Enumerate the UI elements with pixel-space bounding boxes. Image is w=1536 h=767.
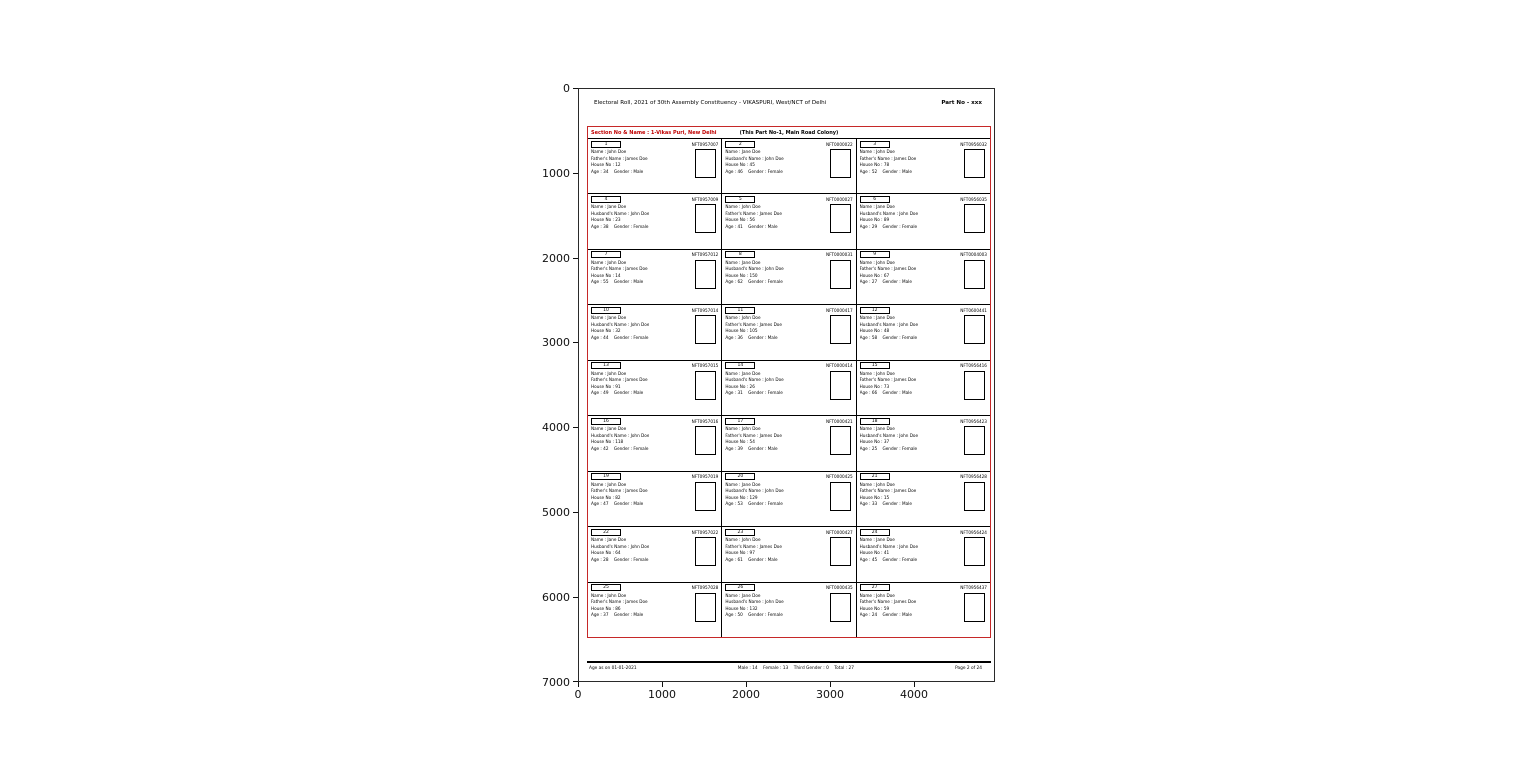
epic-number: NFT0957014 — [691, 307, 719, 313]
epic-number: NFT0000427 — [825, 529, 853, 535]
age-gender-line: Age : 29 Gender : Female — [859, 223, 918, 229]
epic-number: NFT0004003 — [960, 252, 987, 258]
photo-placeholder — [695, 482, 716, 511]
photo-placeholder — [964, 537, 985, 566]
document-footer — [589, 666, 982, 671]
epic-number: NFT0957007 — [691, 141, 719, 147]
relation-line: Husband's Name : John Doe — [859, 543, 919, 549]
epic-number: NFT0957009 — [691, 196, 719, 202]
photo-placeholder — [964, 260, 985, 289]
age-gender-line: Age : 46 Gender : Female — [725, 168, 783, 174]
house-line: House No : 129 — [725, 494, 758, 500]
photo-placeholder — [695, 371, 716, 400]
y-tick-label: 6000 — [542, 591, 570, 604]
serial-number: 1 — [591, 141, 621, 148]
epic-number: NFT0957019 — [691, 474, 719, 480]
voter-cell — [588, 361, 721, 415]
house-line: House No : 12 — [591, 162, 621, 167]
relation-line: Husband's Name : John Doe — [591, 321, 650, 327]
age-gender-line: Age : 52 Gender : Male — [859, 168, 912, 174]
name-line: Name : John Doe — [725, 537, 761, 543]
photo-placeholder — [964, 482, 985, 511]
relation-line: Father's Name : James Doe — [591, 599, 648, 604]
epic-number: NFT0000414 — [825, 363, 853, 369]
age-gender-line: Age : 61 Gender : Male — [725, 556, 778, 562]
age-gender-line: Age : 37 Gender : Male — [591, 612, 644, 617]
photo-placeholder — [830, 482, 851, 511]
house-line: House No : 26 — [725, 383, 755, 389]
age-gender-line: Age : 53 Gender : Female — [725, 501, 783, 507]
x-tick-label: 2000 — [732, 688, 760, 701]
voter-row — [588, 193, 990, 248]
section-header — [588, 127, 990, 139]
relation-line: Father's Name : James Doe — [859, 377, 917, 383]
relation-line: Husband's Name : John Doe — [591, 210, 650, 216]
house-line: House No : 73 — [859, 383, 890, 389]
photo-placeholder — [695, 593, 716, 622]
voter-cell — [588, 139, 721, 193]
epic-number: NFT0957028 — [691, 585, 719, 590]
house-line: House No : 45 — [725, 162, 755, 167]
voter-cell — [721, 305, 855, 359]
relation-line: Husband's Name : John Doe — [725, 377, 784, 383]
voter-cell — [588, 583, 721, 637]
x-tick-mark — [914, 682, 915, 687]
name-line: Name : Jane Doe — [725, 259, 761, 265]
y-tick-label: 7000 — [542, 676, 570, 689]
house-line: House No : 118 — [591, 439, 624, 445]
serial-number: 5 — [725, 196, 755, 203]
age-gender-line: Age : 33 Gender : Male — [859, 501, 912, 507]
photo-placeholder — [964, 593, 985, 622]
age-gender-line: Age : 44 Gender : Female — [591, 334, 649, 340]
epic-number: NFT0956423 — [960, 418, 987, 424]
photo-placeholder — [830, 315, 851, 344]
voter-row — [588, 249, 990, 304]
relation-line: Husband's Name : John Doe — [591, 432, 650, 438]
photo-placeholder — [695, 315, 716, 344]
section-label: Section No & Name : 1-Vikas Puri, New Delhi — [588, 130, 717, 136]
relation-line: Father's Name : James Doe — [591, 377, 648, 383]
house-line: House No : 59 — [859, 605, 890, 611]
photo-placeholder — [964, 315, 985, 344]
relation-line: Husband's Name : John Doe — [725, 599, 784, 604]
document-title: Electoral Roll, 2021 of 30th Assembly Constituency - VIKASPURI, West/NCT of Delhi — [594, 100, 827, 106]
name-line: Name : John Doe — [591, 592, 627, 598]
name-line: Name : Jane Doe — [725, 592, 761, 598]
relation-line: Husband's Name : John Doe — [859, 321, 919, 327]
voter-grid — [588, 139, 990, 637]
voter-cell — [856, 194, 990, 248]
epic-number: NFT0000022 — [825, 141, 853, 147]
footer-left-text: Age as on 01-01-2021 — [589, 666, 637, 671]
voter-cell — [856, 416, 990, 470]
voter-cell — [721, 139, 855, 193]
epic-number: NFT0956032 — [960, 141, 987, 147]
house-line: House No : 150 — [725, 272, 758, 278]
relation-line: Husband's Name : John Doe — [591, 543, 650, 549]
voter-cell — [856, 250, 990, 304]
x-tick-mark — [746, 682, 747, 687]
serial-number: 15 — [860, 362, 890, 369]
house-line: House No : 15 — [859, 494, 890, 500]
name-line: Name : Jane Doe — [591, 537, 627, 543]
relation-line: Father's Name : James Doe — [859, 155, 917, 161]
voter-row — [588, 471, 990, 526]
y-tick-label: 5000 — [542, 506, 570, 519]
name-line: Name : Jane Doe — [591, 426, 627, 432]
house-line: House No : 54 — [725, 439, 755, 445]
name-line: Name : John Doe — [859, 370, 895, 376]
house-line: House No : 91 — [591, 383, 621, 389]
epic-number: NFT0957016 — [691, 418, 719, 424]
name-line: Name : Jane Doe — [725, 370, 761, 376]
age-gender-line: Age : 24 Gender : Male — [859, 612, 912, 617]
name-line: Name : Jane Doe — [591, 315, 627, 321]
name-line: Name : John Doe — [591, 481, 627, 487]
serial-number: 12 — [860, 307, 890, 314]
house-line: House No : 41 — [859, 550, 890, 556]
serial-number: 14 — [725, 362, 755, 369]
voter-cell — [721, 250, 855, 304]
serial-number: 2 — [725, 141, 755, 148]
relation-line: Father's Name : James Doe — [725, 543, 782, 549]
house-line: House No : 23 — [591, 217, 621, 223]
x-tick-label: 0 — [574, 688, 582, 701]
relation-line: Father's Name : James Doe — [725, 432, 782, 438]
epic-number: NFT0957012 — [691, 252, 719, 258]
relation-line: Husband's Name : John Doe — [725, 266, 784, 272]
name-line: Name : Jane Doe — [859, 537, 895, 543]
serial-number: 17 — [725, 418, 755, 425]
y-tick-label: 4000 — [542, 421, 570, 434]
x-tick-mark — [830, 682, 831, 687]
photo-placeholder — [830, 260, 851, 289]
voter-cell — [588, 527, 721, 581]
serial-number: 21 — [860, 473, 890, 480]
serial-number: 18 — [860, 418, 890, 425]
serial-number: 13 — [591, 362, 621, 369]
name-line: Name : Jane Doe — [859, 315, 895, 321]
voter-row — [588, 304, 990, 359]
house-line: House No : 105 — [725, 328, 758, 334]
relation-line: Husband's Name : John Doe — [725, 155, 784, 161]
age-gender-line: Age : 39 Gender : Male — [725, 445, 778, 451]
voter-cell — [856, 472, 990, 526]
voter-row — [588, 415, 990, 470]
house-line: House No : 97 — [725, 550, 755, 556]
x-tick-label: 3000 — [816, 688, 844, 701]
age-gender-line: Age : 41 Gender : Male — [725, 223, 778, 229]
voter-cell — [588, 305, 721, 359]
voter-cell — [856, 583, 990, 637]
voter-cell — [588, 194, 721, 248]
voter-row — [588, 582, 990, 637]
relation-line: Father's Name : James Doe — [725, 210, 782, 216]
relation-line: Father's Name : James Doe — [859, 488, 917, 494]
x-tick-mark — [662, 682, 663, 687]
name-line: Name : John Doe — [591, 370, 627, 376]
age-gender-line: Age : 62 Gender : Female — [725, 279, 783, 285]
name-line: Name : John Doe — [859, 149, 895, 154]
serial-number: 11 — [725, 307, 755, 314]
photo-placeholder — [830, 371, 851, 400]
voter-row — [588, 360, 990, 415]
name-line: Name : Jane Doe — [859, 204, 895, 210]
house-line: House No : 37 — [859, 439, 890, 445]
serial-number: 20 — [725, 473, 755, 480]
epic-number: NFT0000027 — [825, 196, 853, 202]
name-line: Name : Jane Doe — [859, 426, 895, 432]
age-gender-line: Age : 34 Gender : Male — [591, 168, 644, 174]
house-line: House No : 67 — [859, 272, 890, 278]
name-line: Name : John Doe — [725, 426, 761, 432]
voter-cell — [856, 527, 990, 581]
relation-line: Husband's Name : John Doe — [859, 210, 919, 216]
age-gender-line: Age : 55 Gender : Male — [591, 279, 644, 285]
serial-number: 25 — [591, 584, 621, 591]
serial-number: 24 — [860, 529, 890, 536]
house-line: House No : 82 — [591, 494, 621, 500]
age-gender-line: Age : 45 Gender : Female — [859, 556, 918, 562]
age-gender-line: Age : 36 Gender : Male — [725, 334, 778, 340]
photo-placeholder — [964, 149, 985, 178]
voter-cell — [588, 472, 721, 526]
photo-placeholder — [830, 537, 851, 566]
relation-line: Father's Name : James Doe — [859, 266, 917, 272]
part-number: Part No - xxx — [941, 100, 982, 106]
document-header — [594, 100, 982, 106]
y-tick-label: 0 — [563, 82, 570, 95]
serial-number: 16 — [591, 418, 621, 425]
epic-number: NFT0000425 — [825, 474, 853, 480]
house-line: House No : 132 — [725, 605, 758, 611]
epic-number: NFT0000421 — [825, 418, 853, 424]
age-gender-line: Age : 47 Gender : Male — [591, 501, 644, 507]
serial-number: 8 — [725, 251, 755, 258]
relation-line: Father's Name : James Doe — [591, 155, 648, 161]
photo-placeholder — [695, 260, 716, 289]
serial-number: 4 — [591, 196, 621, 203]
age-gender-line: Age : 49 Gender : Male — [591, 390, 644, 396]
photo-placeholder — [964, 371, 985, 400]
age-gender-line: Age : 42 Gender : Female — [591, 445, 649, 451]
serial-number: 10 — [591, 307, 621, 314]
name-line: Name : John Doe — [859, 592, 895, 598]
epic-number: NFT0957015 — [691, 363, 719, 369]
epic-number: NFT0957022 — [691, 529, 719, 535]
serial-number: 7 — [591, 251, 621, 258]
voter-cell — [721, 194, 855, 248]
name-line: Name : Jane Doe — [725, 149, 761, 154]
age-gender-line: Age : 38 Gender : Female — [591, 223, 649, 229]
house-line: House No : 86 — [591, 605, 621, 611]
name-line: Name : Jane Doe — [725, 481, 761, 487]
age-gender-line: Age : 66 Gender : Male — [859, 390, 912, 396]
epic-number: NFT0956416 — [960, 363, 987, 369]
photo-placeholder — [964, 204, 985, 233]
plot-area — [578, 88, 995, 682]
epic-number: NFT0956424 — [960, 529, 987, 535]
voter-cell — [856, 305, 990, 359]
page-number: Page 2 of 24 — [955, 666, 982, 671]
relation-line: Husband's Name : John Doe — [725, 488, 784, 494]
name-line: Name : John Doe — [859, 259, 895, 265]
voter-cell — [856, 139, 990, 193]
voter-cell — [721, 472, 855, 526]
footer-divider — [587, 661, 991, 663]
serial-number: 26 — [725, 584, 755, 591]
age-gender-line: Age : 50 Gender : Female — [725, 612, 783, 617]
photo-placeholder — [695, 204, 716, 233]
voter-cell — [588, 250, 721, 304]
photo-placeholder — [695, 537, 716, 566]
y-tick-label: 1000 — [542, 167, 570, 180]
relation-line: Husband's Name : John Doe — [859, 432, 919, 438]
epic-number: NFT0956035 — [960, 196, 987, 202]
serial-number: 3 — [860, 141, 890, 148]
house-line: House No : 14 — [591, 272, 621, 278]
age-gender-line: Age : 27 Gender : Male — [859, 279, 912, 285]
serial-number: 6 — [860, 196, 890, 203]
photo-placeholder — [830, 426, 851, 455]
photo-placeholder — [964, 426, 985, 455]
relation-line: Father's Name : James Doe — [591, 266, 648, 272]
voter-row — [588, 526, 990, 581]
photo-placeholder — [830, 149, 851, 178]
house-line: House No : 78 — [859, 162, 890, 167]
y-tick-label: 2000 — [542, 252, 570, 265]
house-line: House No : 32 — [591, 328, 621, 334]
house-line: House No : 64 — [591, 550, 621, 556]
y-tick-label: 3000 — [542, 336, 570, 349]
epic-number: NFT0600441 — [960, 307, 987, 313]
photo-placeholder — [830, 204, 851, 233]
name-line: Name : Jane Doe — [591, 204, 627, 210]
relation-line: Father's Name : James Doe — [859, 599, 917, 604]
name-line: Name : John Doe — [591, 259, 627, 265]
voter-cell — [721, 416, 855, 470]
house-line: House No : 89 — [859, 217, 890, 223]
roll-boundary-rect — [587, 126, 991, 638]
epic-number: NFT0000435 — [825, 585, 853, 590]
house-line: House No : 48 — [859, 328, 890, 334]
age-gender-line: Age : 58 Gender : Female — [859, 334, 918, 340]
serial-number: 22 — [591, 529, 621, 536]
epic-number: NFT0000417 — [825, 307, 853, 313]
name-line: Name : John Doe — [725, 204, 761, 210]
section-note: (This Part No-1, Main Road Colony) — [739, 129, 839, 136]
serial-number: 27 — [860, 584, 890, 591]
photo-placeholder — [830, 593, 851, 622]
x-tick-label: 1000 — [648, 688, 676, 701]
house-line: House No : 56 — [725, 217, 755, 223]
name-line: Name : John Doe — [859, 481, 895, 487]
voter-cell — [721, 583, 855, 637]
name-line: Name : John Doe — [591, 149, 627, 154]
relation-line: Father's Name : James Doe — [591, 488, 648, 494]
voter-row — [588, 139, 990, 193]
epic-number: NFT0956437 — [960, 585, 987, 590]
serial-number: 19 — [591, 473, 621, 480]
epic-number: NFT0956428 — [960, 474, 987, 480]
x-tick-mark — [578, 682, 579, 687]
relation-line: Father's Name : James Doe — [725, 321, 782, 327]
photo-placeholder — [695, 149, 716, 178]
age-gender-line: Age : 28 Gender : Female — [591, 556, 649, 562]
x-tick-label: 4000 — [900, 688, 928, 701]
voter-cell — [856, 361, 990, 415]
serial-number: 9 — [860, 251, 890, 258]
voter-cell — [721, 527, 855, 581]
photo-placeholder — [695, 426, 716, 455]
serial-number: 23 — [725, 529, 755, 536]
voter-cell — [588, 416, 721, 470]
voter-cell — [721, 361, 855, 415]
age-gender-line: Age : 25 Gender : Female — [859, 445, 918, 451]
footer-summary-text: Male : 14 Female : 13 Third Gender : 0 Total : 27 — [737, 666, 854, 671]
epic-number: NFT0000031 — [825, 252, 853, 258]
name-line: Name : John Doe — [725, 315, 761, 321]
age-gender-line: Age : 31 Gender : Female — [725, 390, 783, 396]
